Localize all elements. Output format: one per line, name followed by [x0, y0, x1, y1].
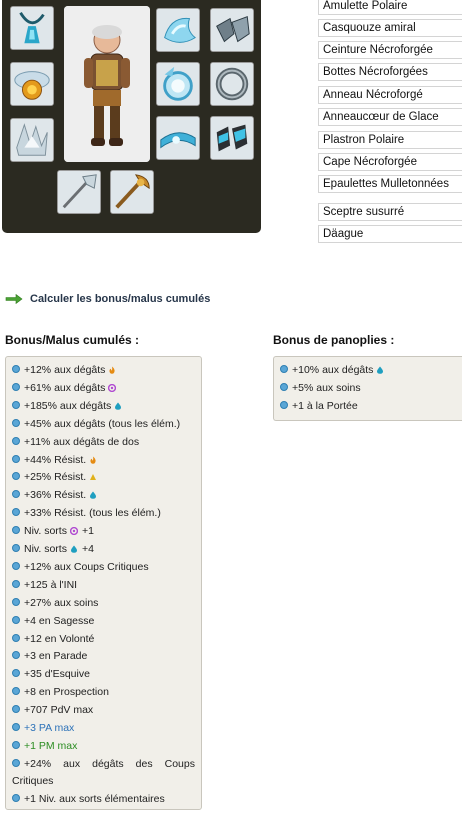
- bonus-text: +25% Résist.: [24, 471, 87, 484]
- bonus-line: [12, 469, 195, 486]
- bonus-line: [12, 702, 195, 719]
- ice-belt-icon: [157, 117, 199, 159]
- calculate-bonus-label: Calculer les bonus/malus cumulés: [30, 293, 211, 305]
- bullet-icon: [12, 526, 20, 534]
- dagger-icon: [111, 171, 153, 213]
- ring-slot-1[interactable]: [156, 62, 200, 106]
- bullet-icon: [12, 741, 20, 749]
- amulet-slot[interactable]: [10, 6, 54, 50]
- item-belt[interactable]: Ceinture Nécroforgée: [318, 41, 462, 59]
- ice-ring-icon-2: [157, 63, 199, 105]
- bullet-icon: [12, 437, 20, 445]
- item-hat[interactable]: Casquouze amiral: [318, 19, 462, 37]
- bonus-line: [12, 613, 195, 630]
- bullet-icon: [12, 365, 20, 373]
- bonus-text: +35 d'Esquive: [24, 668, 90, 681]
- bullet-icon: [12, 419, 20, 427]
- item-dagger[interactable]: Däague: [318, 225, 462, 243]
- bonus-text: +12 en Volonté: [24, 632, 95, 645]
- bonus-text: +5% aux soins: [292, 382, 361, 394]
- bonus-text: Niv. sorts: [24, 525, 67, 538]
- bullet-icon: [12, 383, 20, 391]
- bonus-line: [12, 452, 195, 469]
- bullet-icon: [12, 651, 20, 659]
- weapon-slot[interactable]: [57, 170, 101, 214]
- air-element-icon: [108, 381, 116, 389]
- armor-slot[interactable]: [156, 116, 200, 160]
- air-element-icon: [70, 524, 78, 532]
- bullet-icon: [12, 616, 20, 624]
- panoplies-box: [273, 356, 462, 421]
- boots-icon: [211, 9, 253, 51]
- bonus-line: [12, 595, 195, 612]
- bullet-icon: [12, 490, 20, 498]
- bonus-text: +61% aux dégâts: [24, 381, 106, 394]
- character-avatar: [64, 6, 150, 162]
- bonus-text: +4 en Sagesse: [24, 614, 95, 627]
- ring-icon: [211, 63, 253, 105]
- bullet-icon: [12, 544, 20, 552]
- equipment-panel: [2, 0, 261, 233]
- belt-icon: [11, 119, 53, 161]
- item-armor[interactable]: Plastron Polaire: [318, 131, 462, 149]
- bonus-line: [12, 666, 195, 683]
- bonus-line: [12, 648, 195, 665]
- bonus-text: +10% aux dégâts: [292, 364, 374, 376]
- bonus-text: Niv. sorts: [24, 543, 67, 555]
- bullet-icon: [12, 794, 20, 802]
- bonus-text: +33% Résist. (tous les élém.): [24, 507, 161, 520]
- bonus-line: [12, 684, 195, 701]
- bonus-text: +24% aux dégâts des Coups Critiques: [12, 757, 195, 787]
- character-icon: [64, 6, 150, 162]
- bonus-line: [12, 487, 195, 504]
- bonus-text: +1 Niv. aux sorts élémentaires: [24, 793, 165, 806]
- fire-element-icon: [108, 363, 116, 371]
- bonus-text: +3 PA max: [24, 722, 75, 734]
- item-cape[interactable]: Cape Nécroforgée: [318, 153, 462, 171]
- calculate-bonus-link[interactable]: [5, 292, 210, 306]
- bullet-icon: [12, 705, 20, 713]
- bonus-text: +707 PdV max: [24, 704, 94, 717]
- item-boots[interactable]: Bottes Nécroforgées: [318, 63, 462, 81]
- item-weapon[interactable]: Sceptre susurré: [318, 203, 462, 221]
- bonus-suffix: +1: [81, 525, 94, 538]
- belt-slot[interactable]: [10, 118, 54, 162]
- ice-boots-icon: [211, 117, 253, 159]
- bonus-line: [12, 756, 195, 790]
- bonus-suffix: +4: [81, 543, 94, 555]
- bonus-line: [12, 631, 195, 648]
- bullet-icon: [12, 669, 20, 677]
- bonus-line: [12, 505, 195, 522]
- bonus-line: [12, 362, 195, 379]
- bonus-line: [12, 380, 195, 397]
- bullet-icon: [12, 634, 20, 642]
- bonus-text: +8 en Prospection: [24, 686, 109, 699]
- earth-element-icon: [89, 470, 97, 478]
- bullet-icon: [12, 759, 20, 767]
- fire-element-icon: [89, 453, 97, 461]
- bonus-text: +11% aux dégâts de dos: [24, 435, 140, 448]
- bullet-icon: [12, 401, 20, 409]
- bullet-icon: [12, 687, 20, 695]
- bonus-malus-box: [5, 356, 202, 810]
- item-amulet[interactable]: Amulette Polaire: [318, 0, 462, 15]
- bonus-line: [12, 434, 195, 451]
- item-shoulders[interactable]: Epaulettes Mulletonnées: [318, 175, 462, 193]
- bullet-icon: [12, 580, 20, 588]
- bonus-text: +36% Résist.: [24, 489, 87, 502]
- bonus-text: +12% aux dégâts: [24, 364, 106, 376]
- panoplies-title: Bonus de panoplies :: [273, 333, 395, 347]
- amulet-icon: [11, 7, 53, 49]
- bonus-text: +1 PM max: [24, 739, 78, 752]
- shield-slot[interactable]: [156, 8, 200, 52]
- bullet-icon: [12, 455, 20, 463]
- bonus-line: [12, 559, 195, 576]
- dagger-slot[interactable]: [110, 170, 154, 214]
- water-element-icon: [114, 399, 122, 407]
- ice-ring-icon: [157, 9, 199, 51]
- bullet-icon: [12, 508, 20, 516]
- bonus-line: [12, 577, 195, 594]
- bonus-line: [280, 380, 459, 397]
- bonus-text: +44% Résist.: [24, 453, 87, 466]
- bonus-line: [280, 398, 459, 415]
- bullet-icon: [280, 365, 288, 373]
- cape-slot[interactable]: [210, 116, 254, 160]
- bonus-text: +27% aux soins: [24, 596, 99, 609]
- hat-slot[interactable]: [10, 62, 54, 106]
- boots-slot[interactable]: [210, 8, 254, 52]
- bonus-malus-title: Bonus/Malus cumulés :: [5, 333, 140, 347]
- bonus-line: [12, 398, 195, 415]
- bonus-text: +185% aux dégâts: [24, 399, 112, 412]
- bullet-icon: [280, 383, 288, 391]
- bullet-icon: [12, 598, 20, 606]
- bonus-text: +12% aux Coups Critiques: [24, 560, 149, 573]
- hat-icon: [11, 63, 53, 105]
- bonus-text: +1 à la Portée: [292, 400, 358, 412]
- bonus-line: [12, 791, 195, 808]
- water-element-icon: [376, 363, 384, 371]
- bonus-text: +125 à l'INI: [24, 578, 78, 591]
- ring-slot-2[interactable]: [210, 62, 254, 106]
- bonus-text: +3 en Parade: [24, 650, 88, 663]
- bonus-line: [280, 362, 459, 379]
- water-element-icon: [89, 488, 97, 496]
- bullet-icon: [12, 472, 20, 480]
- bullet-icon: [280, 401, 288, 409]
- scepter-icon: [58, 171, 100, 213]
- bonus-line: [12, 523, 195, 540]
- bullet-icon: [12, 723, 20, 731]
- bonus-line: [12, 416, 195, 433]
- bonus-line: [12, 720, 195, 737]
- arrow-right-icon: [5, 294, 23, 304]
- bullet-icon: [12, 562, 20, 570]
- item-ring-1[interactable]: Anneau Nécroforgé: [318, 86, 462, 104]
- bonus-line: [12, 738, 195, 755]
- water-element-icon: [70, 542, 78, 550]
- item-ring-2[interactable]: Anneaucœur de Glace: [318, 108, 462, 126]
- bonus-text: +45% aux dégâts (tous les élém.): [24, 417, 181, 430]
- bonus-line: [12, 541, 195, 558]
